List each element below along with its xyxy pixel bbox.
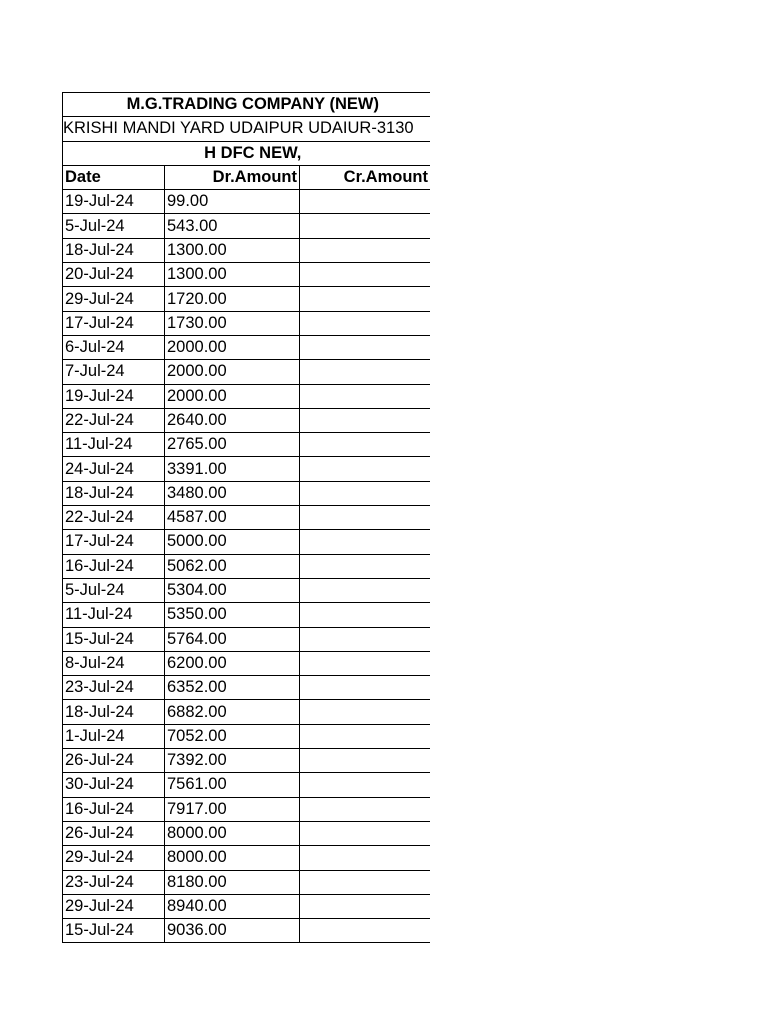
- table-row: [63, 263, 431, 287]
- table-row: [63, 821, 431, 845]
- cr-amount-cell[interactable]: [300, 870, 431, 894]
- date-cell[interactable]: 24-Jul-24: [63, 457, 165, 481]
- date-cell[interactable]: 18-Jul-24: [63, 481, 165, 505]
- dr-amount-cell[interactable]: 5000.00: [165, 530, 300, 554]
- table-row: [63, 408, 431, 432]
- dr-amount-cell[interactable]: 8000.00: [165, 821, 300, 845]
- table-row: [63, 676, 431, 700]
- date-cell[interactable]: 11-Jul-24: [63, 433, 165, 457]
- date-cell[interactable]: 7-Jul-24: [63, 360, 165, 384]
- bank-name[interactable]: H DFC NEW,: [63, 141, 431, 165]
- dr-amount-cell[interactable]: 8000.00: [165, 846, 300, 870]
- table-row: [63, 919, 431, 943]
- cr-amount-cell[interactable]: [300, 919, 431, 943]
- table-row: [63, 797, 431, 821]
- date-cell[interactable]: 17-Jul-24: [63, 530, 165, 554]
- ledger-sheet: [62, 92, 430, 943]
- table-row: [63, 190, 431, 214]
- cr-amount-cell[interactable]: [300, 190, 431, 214]
- table-row: [63, 749, 431, 773]
- date-cell[interactable]: 29-Jul-24: [63, 287, 165, 311]
- cr-amount-cell[interactable]: [300, 554, 431, 578]
- date-cell[interactable]: 5-Jul-24: [63, 578, 165, 602]
- date-cell[interactable]: 18-Jul-24: [63, 700, 165, 724]
- table-row: [63, 870, 431, 894]
- cr-amount-cell[interactable]: [300, 408, 431, 432]
- cr-amount-cell[interactable]: [300, 263, 431, 287]
- dr-amount-cell[interactable]: 2000.00: [165, 360, 300, 384]
- dr-amount-cell[interactable]: 4587.00: [165, 506, 300, 530]
- cr-amount-cell[interactable]: [300, 627, 431, 651]
- dr-amount-cell[interactable]: 7392.00: [165, 749, 300, 773]
- dr-amount-cell[interactable]: 3480.00: [165, 481, 300, 505]
- dr-amount-cell[interactable]: 6352.00: [165, 676, 300, 700]
- header-dr-amount[interactable]: Dr.Amount: [165, 165, 300, 189]
- company-address-text: KRISHI MANDI YARD UDAIPUR UDAIUR-3130: [63, 119, 414, 138]
- table-row: [63, 335, 431, 359]
- table-row: [63, 384, 431, 408]
- date-cell[interactable]: 30-Jul-24: [63, 773, 165, 797]
- ledger-table: [62, 92, 430, 943]
- dr-amount-cell[interactable]: 2000.00: [165, 335, 300, 359]
- cr-amount-cell[interactable]: [300, 335, 431, 359]
- cr-amount-cell[interactable]: [300, 821, 431, 845]
- dr-amount-cell[interactable]: 3391.00: [165, 457, 300, 481]
- date-cell[interactable]: 26-Jul-24: [63, 749, 165, 773]
- address-row: [63, 117, 431, 141]
- bank-row: [63, 141, 431, 165]
- dr-amount-cell[interactable]: 5062.00: [165, 554, 300, 578]
- date-cell[interactable]: 15-Jul-24: [63, 627, 165, 651]
- dr-amount-cell[interactable]: 8940.00: [165, 894, 300, 918]
- date-cell[interactable]: 5-Jul-24: [63, 214, 165, 238]
- dr-amount-cell[interactable]: 2640.00: [165, 408, 300, 432]
- table-row: [63, 433, 431, 457]
- table-row: [63, 627, 431, 651]
- cr-amount-cell[interactable]: [300, 797, 431, 821]
- cr-amount-cell[interactable]: [300, 700, 431, 724]
- table-row: [63, 311, 431, 335]
- dr-amount-cell[interactable]: 5350.00: [165, 603, 300, 627]
- date-cell[interactable]: 22-Jul-24: [63, 408, 165, 432]
- date-cell[interactable]: 19-Jul-24: [63, 190, 165, 214]
- date-cell[interactable]: 18-Jul-24: [63, 238, 165, 262]
- cr-amount-cell[interactable]: [300, 238, 431, 262]
- table-row: [63, 457, 431, 481]
- date-cell[interactable]: 16-Jul-24: [63, 554, 165, 578]
- header-cr-amount[interactable]: Cr.Amount: [300, 165, 431, 189]
- cr-amount-cell[interactable]: [300, 603, 431, 627]
- table-row: [63, 724, 431, 748]
- cr-amount-cell[interactable]: [300, 214, 431, 238]
- table-row: [63, 700, 431, 724]
- cr-amount-cell[interactable]: [300, 578, 431, 602]
- table-row: [63, 530, 431, 554]
- cr-amount-cell[interactable]: [300, 530, 431, 554]
- date-cell[interactable]: 22-Jul-24: [63, 506, 165, 530]
- header-date[interactable]: Date: [63, 165, 165, 189]
- table-row: [63, 554, 431, 578]
- dr-amount-cell[interactable]: 7561.00: [165, 773, 300, 797]
- dr-amount-cell[interactable]: 543.00: [165, 214, 300, 238]
- dr-amount-cell[interactable]: 7052.00: [165, 724, 300, 748]
- dr-amount-cell[interactable]: 2765.00: [165, 433, 300, 457]
- cr-amount-cell[interactable]: [300, 846, 431, 870]
- cr-amount-cell[interactable]: [300, 433, 431, 457]
- date-cell[interactable]: 1-Jul-24: [63, 724, 165, 748]
- dr-amount-cell[interactable]: 1300.00: [165, 238, 300, 262]
- table-row: [63, 603, 431, 627]
- date-cell[interactable]: 15-Jul-24: [63, 919, 165, 943]
- title-row: [63, 93, 431, 117]
- dr-amount-cell[interactable]: 1300.00: [165, 263, 300, 287]
- date-cell[interactable]: 19-Jul-24: [63, 384, 165, 408]
- dr-amount-cell[interactable]: 1720.00: [165, 287, 300, 311]
- cr-amount-cell[interactable]: [300, 457, 431, 481]
- date-cell[interactable]: 26-Jul-24: [63, 821, 165, 845]
- date-cell[interactable]: 16-Jul-24: [63, 797, 165, 821]
- table-row: [63, 894, 431, 918]
- cr-amount-cell[interactable]: [300, 724, 431, 748]
- company-title[interactable]: M.G.TRADING COMPANY (NEW): [63, 93, 431, 117]
- cr-amount-cell[interactable]: [300, 749, 431, 773]
- date-cell[interactable]: 20-Jul-24: [63, 263, 165, 287]
- date-cell[interactable]: 17-Jul-24: [63, 311, 165, 335]
- cr-amount-cell[interactable]: [300, 894, 431, 918]
- date-cell[interactable]: 11-Jul-24: [63, 603, 165, 627]
- table-row: [63, 651, 431, 675]
- cr-amount-cell[interactable]: [300, 676, 431, 700]
- cr-amount-cell[interactable]: [300, 384, 431, 408]
- date-cell[interactable]: 23-Jul-24: [63, 676, 165, 700]
- dr-amount-cell[interactable]: 6882.00: [165, 700, 300, 724]
- table-row: [63, 238, 431, 262]
- dr-amount-cell[interactable]: 8180.00: [165, 870, 300, 894]
- table-row: [63, 846, 431, 870]
- table-row: [63, 773, 431, 797]
- table-row: [63, 287, 431, 311]
- dr-amount-cell[interactable]: 5764.00: [165, 627, 300, 651]
- date-cell[interactable]: 23-Jul-24: [63, 870, 165, 894]
- cr-amount-cell[interactable]: [300, 651, 431, 675]
- cr-amount-cell[interactable]: [300, 360, 431, 384]
- cr-amount-cell[interactable]: [300, 287, 431, 311]
- date-cell[interactable]: 6-Jul-24: [63, 335, 165, 359]
- cr-amount-cell[interactable]: [300, 481, 431, 505]
- cr-amount-cell[interactable]: [300, 773, 431, 797]
- date-cell[interactable]: 29-Jul-24: [63, 846, 165, 870]
- dr-amount-cell[interactable]: 6200.00: [165, 651, 300, 675]
- table-row: [63, 481, 431, 505]
- table-row: [63, 578, 431, 602]
- table-row: [63, 214, 431, 238]
- header-row: [63, 165, 431, 189]
- table-row: [63, 506, 431, 530]
- dr-amount-cell[interactable]: 1730.00: [165, 311, 300, 335]
- table-row: [63, 360, 431, 384]
- cr-amount-cell[interactable]: [300, 311, 431, 335]
- cr-amount-cell[interactable]: [300, 506, 431, 530]
- dr-amount-cell[interactable]: 99.00: [165, 190, 300, 214]
- date-cell[interactable]: 29-Jul-24: [63, 894, 165, 918]
- dr-amount-cell[interactable]: 2000.00: [165, 384, 300, 408]
- dr-amount-cell[interactable]: 9036.00: [165, 919, 300, 943]
- company-address[interactable]: [63, 117, 431, 141]
- dr-amount-cell[interactable]: 7917.00: [165, 797, 300, 821]
- dr-amount-cell[interactable]: 5304.00: [165, 578, 300, 602]
- date-cell[interactable]: 8-Jul-24: [63, 651, 165, 675]
